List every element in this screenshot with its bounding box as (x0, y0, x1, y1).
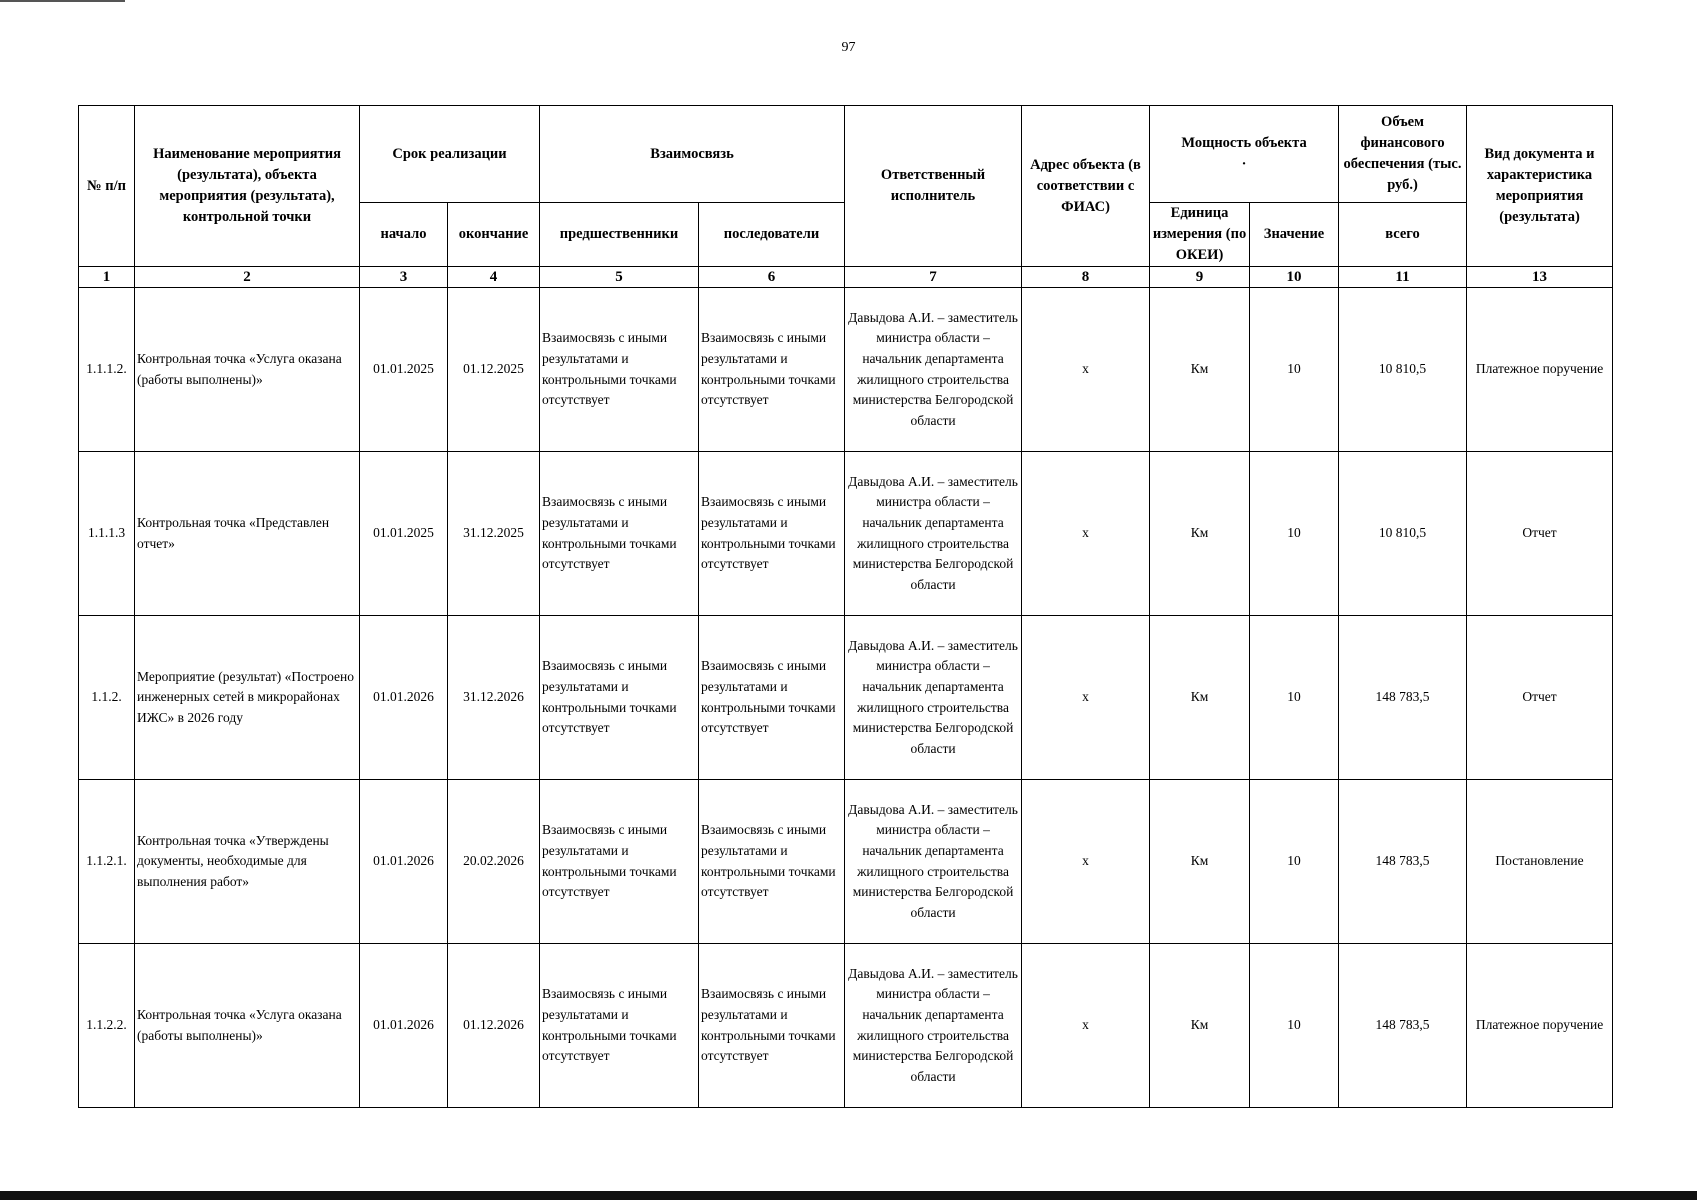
header-capacity-label: Мощность объекта (1181, 135, 1307, 151)
cell-prev: Взаимосвязь с иными результатами и контрольными точками отсутствует (540, 452, 699, 616)
cell-total: 10 810,5 (1339, 288, 1467, 452)
cell-address: х (1022, 452, 1150, 616)
cell-total: 148 783,5 (1339, 616, 1467, 780)
column-number: 6 (699, 267, 845, 288)
column-numbers-row (79, 267, 1613, 288)
cell-prev: Взаимосвязь с иными результатами и контрольными точками отсутствует (540, 288, 699, 452)
cell-end: 31.12.2025 (448, 452, 540, 616)
cell-next: Взаимосвязь с иными результатами и контрольными точками отсутствует (699, 944, 845, 1108)
cell-start: 01.01.2026 (360, 616, 448, 780)
header-capacity (1150, 106, 1339, 203)
cell-doc: Платежное поручение (1467, 944, 1613, 1108)
cell-num: 1.1.2.1. (79, 780, 135, 944)
cell-name: Мероприятие (результат) «Построено инженерных сетей в микрорайонах ИЖС» в 2026 году (135, 616, 360, 780)
column-number: 3 (360, 267, 448, 288)
cell-start: 01.01.2026 (360, 780, 448, 944)
table-row (79, 780, 1613, 944)
cell-doc: Отчет (1467, 452, 1613, 616)
cell-address: х (1022, 780, 1150, 944)
column-number: 9 (1150, 267, 1250, 288)
header-finance-total: всего (1339, 203, 1467, 267)
header-term-end: окончание (448, 203, 540, 267)
header-link-prev: предшественники (540, 203, 699, 267)
cell-unit: Км (1150, 288, 1250, 452)
column-number: 5 (540, 267, 699, 288)
cell-name: Контрольная точка «Представлен отчет» (135, 452, 360, 616)
cell-doc: Отчет (1467, 616, 1613, 780)
header-capacity-mark: · (1241, 156, 1247, 172)
header-responsible: Ответственный исполнитель (845, 106, 1022, 267)
column-number: 1 (79, 267, 135, 288)
header-row-top (79, 106, 1613, 203)
top-rule (0, 0, 125, 2)
cell-name: Контрольная точка «Услуга оказана (работы выполнены)» (135, 288, 360, 452)
cell-prev: Взаимосвязь с иными результатами и контрольными точками отсутствует (540, 780, 699, 944)
cell-next: Взаимосвязь с иными результатами и контрольными точками отсутствует (699, 616, 845, 780)
cell-value: 10 (1250, 616, 1339, 780)
column-number: 11 (1339, 267, 1467, 288)
cell-start: 01.01.2025 (360, 452, 448, 616)
cell-start: 01.01.2025 (360, 288, 448, 452)
cell-total: 148 783,5 (1339, 944, 1467, 1108)
column-number: 13 (1467, 267, 1613, 288)
column-number: 2 (135, 267, 360, 288)
cell-next: Взаимосвязь с иными результатами и контрольными точками отсутствует (699, 288, 845, 452)
header-doc: Вид документа и характеристика мероприятия (результата) (1467, 106, 1613, 267)
cell-name: Контрольная точка «Утверждены документы, необходимые для выполнения работ» (135, 780, 360, 944)
table-row (79, 616, 1613, 780)
cell-responsible: Давыдова А.И. – заместитель министра области – начальник департамента жилищного строительства министерства Белгородской области (845, 944, 1022, 1108)
header-finance: Объем финансового обеспечения (тыс. руб.) (1339, 106, 1467, 203)
cell-responsible: Давыдова А.И. – заместитель министра области – начальник департамента жилищного строительства министерства Белгородской области (845, 780, 1022, 944)
cell-end: 01.12.2026 (448, 944, 540, 1108)
cell-prev: Взаимосвязь с иными результатами и контрольными точками отсутствует (540, 944, 699, 1108)
cell-end: 20.02.2026 (448, 780, 540, 944)
bottom-scan-edge (0, 1191, 1697, 1200)
cell-total: 148 783,5 (1339, 780, 1467, 944)
cell-address: х (1022, 944, 1150, 1108)
table-row (79, 288, 1613, 452)
header-name: Наименование мероприятия (результата), объекта мероприятия (результата), контрольной точки (135, 106, 360, 267)
header-term-start: начало (360, 203, 448, 267)
cell-end: 31.12.2026 (448, 616, 540, 780)
header-address: Адрес объекта (в соответствии с ФИАС) (1022, 106, 1150, 267)
table-row (79, 452, 1613, 616)
cell-next: Взаимосвязь с иными результатами и контрольными точками отсутствует (699, 452, 845, 616)
cell-end: 01.12.2025 (448, 288, 540, 452)
cell-address: х (1022, 288, 1150, 452)
header-num: № п/п (79, 106, 135, 267)
cell-prev: Взаимосвязь с иными результатами и контрольными точками отсутствует (540, 616, 699, 780)
column-number: 7 (845, 267, 1022, 288)
cell-unit: Км (1150, 944, 1250, 1108)
table-row (79, 944, 1613, 1108)
header-link: Взаимосвязь (540, 106, 845, 203)
cell-next: Взаимосвязь с иными результатами и контрольными точками отсутствует (699, 780, 845, 944)
cell-value: 10 (1250, 944, 1339, 1108)
cell-num: 1.1.1.2. (79, 288, 135, 452)
cell-value: 10 (1250, 288, 1339, 452)
header-term: Срок реализации (360, 106, 540, 203)
cell-num: 1.1.1.3 (79, 452, 135, 616)
header-link-next: последователи (699, 203, 845, 267)
cell-unit: Км (1150, 616, 1250, 780)
cell-unit: Км (1150, 780, 1250, 944)
column-number: 10 (1250, 267, 1339, 288)
header-unit: Единица измерения (по ОКЕИ) (1150, 203, 1250, 267)
cell-value: 10 (1250, 780, 1339, 944)
page-number: 97 (841, 40, 856, 55)
column-number: 8 (1022, 267, 1150, 288)
cell-doc: Постановление (1467, 780, 1613, 944)
measures-table (78, 105, 1613, 1108)
cell-doc: Платежное поручение (1467, 288, 1613, 452)
cell-responsible: Давыдова А.И. – заместитель министра области – начальник департамента жилищного строительства министерства Белгородской области (845, 616, 1022, 780)
cell-start: 01.01.2026 (360, 944, 448, 1108)
cell-num: 1.1.2.2. (79, 944, 135, 1108)
cell-responsible: Давыдова А.И. – заместитель министра области – начальник департамента жилищного строительства министерства Белгородской области (845, 452, 1022, 616)
cell-num: 1.1.2. (79, 616, 135, 780)
cell-address: х (1022, 616, 1150, 780)
cell-responsible: Давыдова А.И. – заместитель министра области – начальник департамента жилищного строительства министерства Белгородской области (845, 288, 1022, 452)
cell-value: 10 (1250, 452, 1339, 616)
header-value: Значение (1250, 203, 1339, 267)
cell-name: Контрольная точка «Услуга оказана (работы выполнены)» (135, 944, 360, 1108)
cell-total: 10 810,5 (1339, 452, 1467, 616)
column-number: 4 (448, 267, 540, 288)
cell-unit: Км (1150, 452, 1250, 616)
